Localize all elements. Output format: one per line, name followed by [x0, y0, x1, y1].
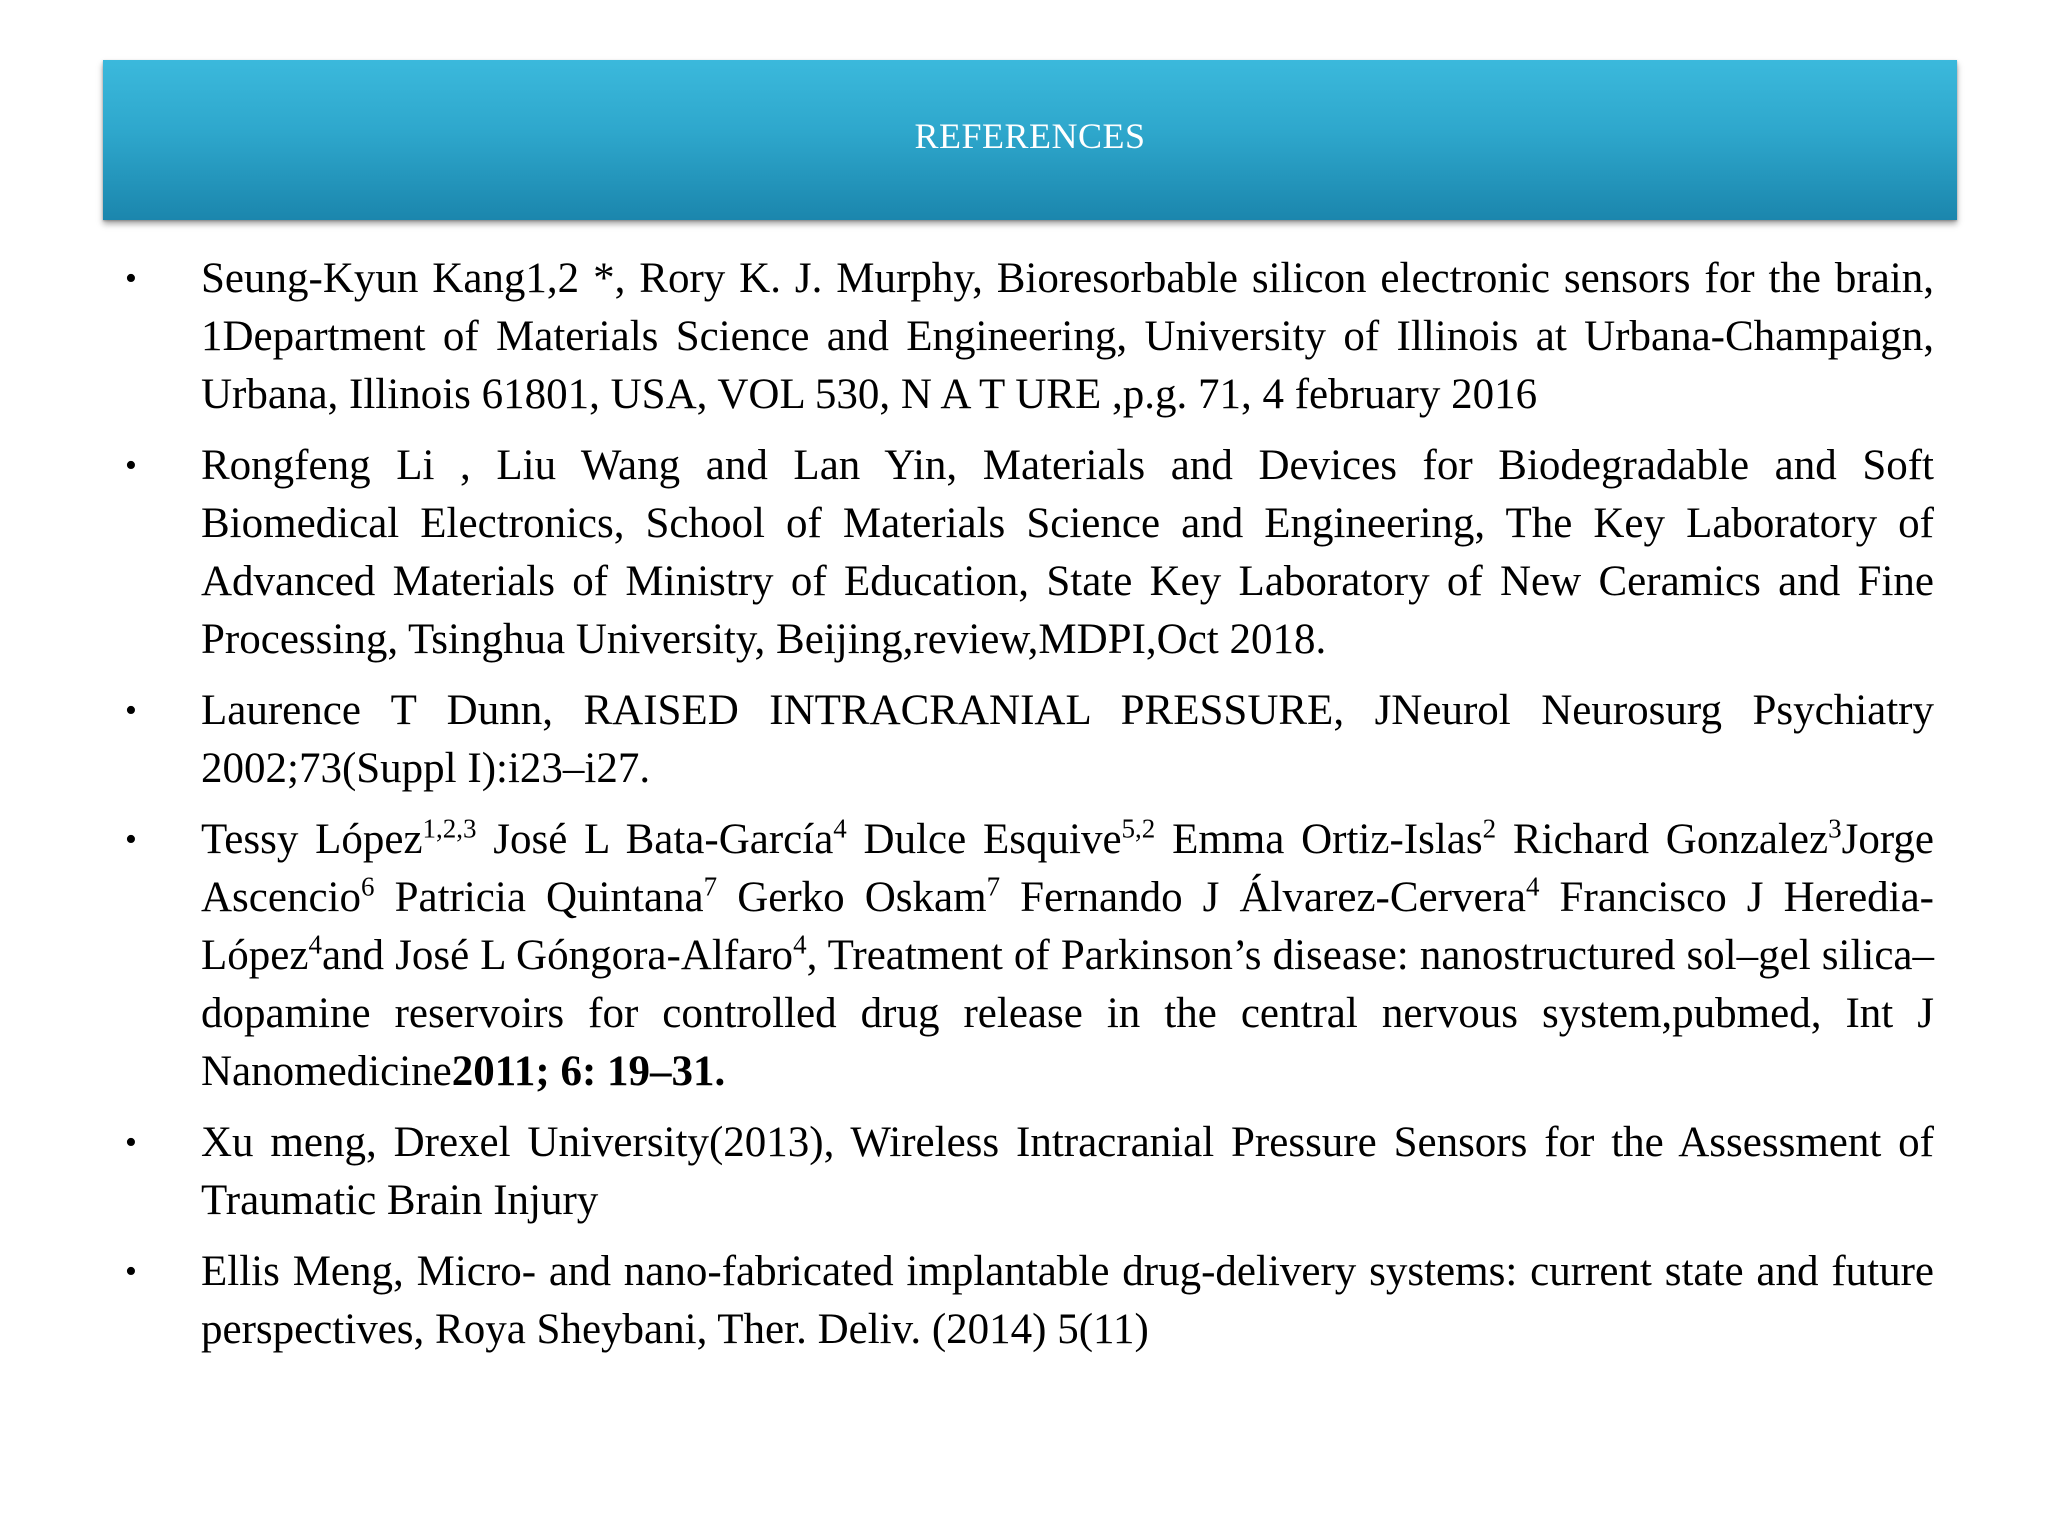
reference-item-6: [125, 1243, 1934, 1359]
affiliation-superscript: 1,2,3: [422, 813, 477, 844]
reference-item-4: [125, 811, 1935, 1101]
affiliation-superscript: 4: [833, 813, 847, 844]
affiliation-superscript: 6: [361, 871, 375, 902]
affiliation-superscript: 7: [986, 871, 1001, 902]
reference-body: , Treatment of Parkinson’s disease: nanostructured sol–gel silica–dopamine reservoirs for controlled drug release in the central nervous system,pubmed, Int J Nanomedicine: [201, 932, 1935, 1095]
author-name: Francisco J Heredia-López: [201, 874, 1935, 979]
author-name: Tessy López: [201, 816, 423, 863]
reference-item-3: [125, 682, 1934, 798]
author-name: Patricia Quintana: [374, 874, 704, 921]
reference-text: Rongfeng Li , Liu Wang and Lan Yin, Materials and Devices for Biodegradable and Soft Biomedical Electronics, School of Materials Science and Engineering, The Key Laboratory of Advanced Materials of Ministry of Education, State Key Laboratory of New Ceramics and Fine Processing, Tsinghua University, Beijing,review,MDPI,Oct 2018.: [201, 442, 1934, 663]
affiliation-superscript: 4: [793, 929, 807, 960]
affiliation-superscript: 4: [308, 929, 322, 960]
author-name: Gerko Oskam: [717, 874, 987, 921]
reference-text: Laurence T Dunn, RAISED INTRACRANIAL PRESSURE, JNeurol Neurosurg Psychiatry 2002;73(Suppl I):i23–i27.: [201, 687, 1934, 792]
reference-text: [201, 813, 1935, 1095]
bullet-icon: •: [125, 692, 137, 729]
title-banner: [103, 60, 1957, 220]
affiliation-superscript: 7: [703, 871, 718, 902]
author-name: José L Bata-García: [476, 816, 834, 863]
bullet-icon: •: [125, 447, 137, 484]
author-name: Dulce Esquive: [846, 816, 1122, 863]
reference-text: Ellis Meng, Micro- and nano-fabricated implantable drug-delivery systems: current state and future perspectives, Roya Sheybani, Ther. Deliv. (2014) 5(11): [201, 1248, 1934, 1353]
reference-text: Xu meng, Drexel University(2013), Wireless Intracranial Pressure Sensors for the Assessment of Traumatic Brain Injury: [201, 1119, 1934, 1224]
reference-item-2: [125, 437, 1934, 669]
slide-title: REFERENCES: [914, 116, 1146, 156]
bullet-icon: •: [125, 821, 137, 858]
author-name: Jorge Ascencio: [201, 816, 1934, 921]
affiliation-superscript: 3: [1828, 813, 1842, 844]
author-name: and José L Góngora-Alfaro: [321, 932, 794, 979]
reference-text: Seung-Kyun Kang1,2 *, Rory K. J. Murphy, Bioresorbable silicon electronic sensors for the brain, 1Department of Materials Science and Engineering, University of Illinois at Urbana-Champaign, Urbana, Illinois 61801, USA, VOL 530, N A T URE ,p.g. 71, 4 february 2016: [201, 255, 1934, 418]
reference-list: [0, 250, 2048, 1372]
author-name: Emma Ortiz-Islas: [1155, 816, 1483, 863]
affiliation-superscript: 4: [1525, 871, 1540, 902]
bullet-icon: •: [125, 1124, 137, 1161]
affiliation-superscript: 2: [1482, 813, 1497, 844]
bullet-icon: •: [125, 1253, 137, 1290]
citation-volume: 2011; 6: 19–31.: [451, 1048, 726, 1095]
reference-item-5: [125, 1114, 1934, 1230]
affiliation-superscript: 5,2: [1121, 813, 1156, 844]
reference-item-1: [125, 250, 1934, 424]
bullet-icon: •: [125, 260, 137, 297]
author-name: Richard Gonzalez: [1496, 816, 1829, 863]
author-name: Fernando J Álvarez-Cervera: [1000, 874, 1526, 921]
